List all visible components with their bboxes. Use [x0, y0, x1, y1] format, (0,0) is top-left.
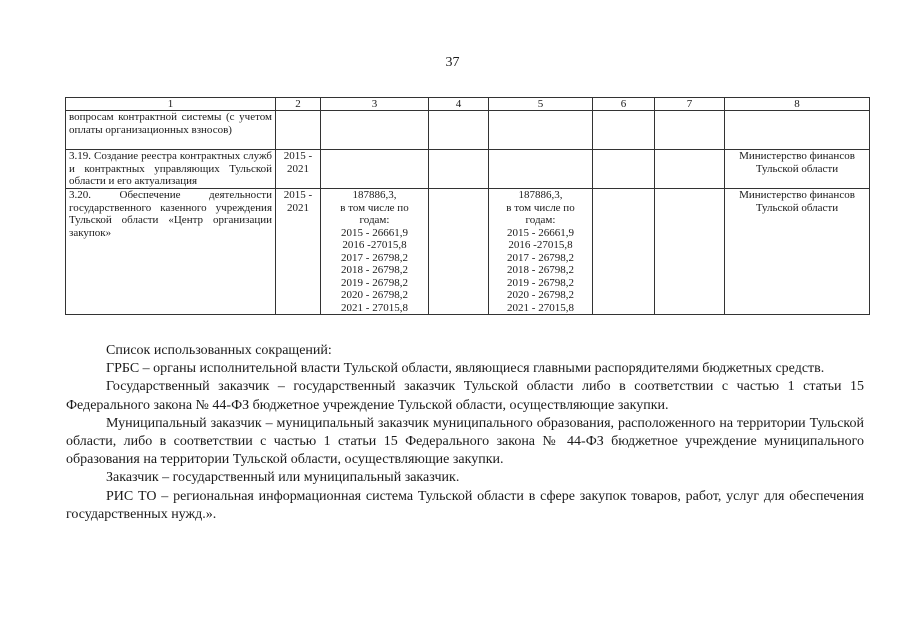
- column-header: 6: [593, 98, 655, 111]
- cell-executor: Министерство финансов Тульской области: [725, 150, 870, 189]
- funding-line: 2015 - 26661,9: [341, 226, 408, 239]
- cell-period: 2015 - 2021: [276, 150, 321, 189]
- funding-line: 2021 - 27015,8: [341, 301, 408, 314]
- column-header: 3: [321, 98, 429, 111]
- cell-funding-total: [321, 111, 429, 150]
- column-header: 8: [725, 98, 870, 111]
- funding-line: 2020 - 26798,2: [341, 289, 408, 301]
- abbreviation-grbs: ГРБС – органы исполнительной власти Тульской области, являющиеся главными распорядителями бюджетных средств.: [106, 361, 825, 377]
- funding-line: 2017 - 26798,2: [507, 251, 574, 264]
- cell-col7: [655, 189, 725, 315]
- column-header: 7: [655, 98, 725, 111]
- cell-funding-total: [321, 150, 429, 189]
- funding-line: 2020 - 26798,2: [507, 289, 574, 301]
- cell-executor: [725, 111, 870, 150]
- cell-col7: [655, 150, 725, 189]
- abbreviations-heading: Список использованных сокращений:: [106, 343, 332, 358]
- funding-line: 2019 - 26798,2: [507, 276, 574, 289]
- funding-line: 2016 -27015,8: [508, 239, 573, 251]
- funding-line: 2016 -27015,8: [342, 239, 407, 251]
- abbreviation-ris-to: РИС ТО – региональная информационная система Тульской области в сфере закупок товаров, работ, услуг для обеспечения государственных нужд.».: [66, 488, 864, 522]
- funding-line: годам:: [525, 214, 556, 226]
- cell-funding-regional: [489, 111, 593, 150]
- cell-activity: 3.19. Создание реестра контрактных служб и контрактных управляющих Тульской области и его актуализация: [66, 150, 276, 189]
- page-number: 37: [445, 55, 460, 70]
- table-row: [66, 111, 870, 150]
- column-header: 1: [66, 98, 276, 111]
- table-header-row: [66, 98, 870, 111]
- funding-line: 2019 - 26798,2: [341, 276, 408, 289]
- funding-line: 2017 - 26798,2: [341, 251, 408, 264]
- cell-period: [276, 111, 321, 150]
- table-row: [66, 189, 870, 315]
- funding-line: годам:: [359, 214, 390, 226]
- funding-line: 2015 - 26661,9: [507, 226, 574, 239]
- cell-funding-regional: [489, 150, 593, 189]
- cell-funding-total: [321, 189, 429, 315]
- cell-funding-regional: [489, 189, 593, 315]
- column-header: 4: [429, 98, 489, 111]
- funding-line: 2018 - 26798,2: [341, 264, 408, 276]
- abbreviation-municipal-customer: Муниципальный заказчик – муниципальный заказчик муниципального образования, расположенного на территории Тульской области, либо в соответствии с частью 1 статьи 15 Федерального закона № 44-ФЗ бюджетное учреждение муниципального образования на территории Тульской области, осуществляющие закупки.: [66, 415, 864, 468]
- column-header: 2: [276, 98, 321, 111]
- cell-col4: [429, 111, 489, 150]
- funding-line: в том числе по: [340, 201, 409, 214]
- funding-line: 187886,3,: [352, 189, 397, 201]
- abbreviations-section: [66, 342, 864, 524]
- cell-col7: [655, 111, 725, 150]
- funding-line: 2018 - 26798,2: [507, 264, 574, 276]
- data-table: [65, 97, 870, 315]
- table-row: [66, 150, 870, 189]
- cell-col6: [593, 111, 655, 150]
- cell-activity: вопросам контрактной системы (с учетом оплаты организационных взносов): [66, 111, 276, 150]
- funding-line: 2021 - 27015,8: [507, 301, 574, 314]
- cell-period: 2015 - 2021: [276, 189, 321, 315]
- cell-activity: 3.20. Обеспечение деятельности государственного казенного учреждения Тульской области «Центр организации закупок»: [66, 189, 276, 315]
- cell-col4: [429, 189, 489, 315]
- funding-line: 187886,3,: [518, 189, 563, 201]
- abbreviation-customer: Заказчик – государственный или муниципальный заказчик.: [106, 470, 460, 486]
- cell-col4: [429, 150, 489, 189]
- cell-executor: Министерство финансов Тульской области: [725, 189, 870, 315]
- funding-line: в том числе по: [506, 201, 575, 214]
- abbreviation-state-customer: Государственный заказчик – государственный заказчик Тульской области либо в соответствии с частью 1 статьи 15 Федерального закона № 44-ФЗ бюджетное учреждение Тульской области, осуществляющие закупки.: [66, 379, 864, 413]
- column-header: 5: [489, 98, 593, 111]
- cell-col6: [593, 150, 655, 189]
- cell-col6: [593, 189, 655, 315]
